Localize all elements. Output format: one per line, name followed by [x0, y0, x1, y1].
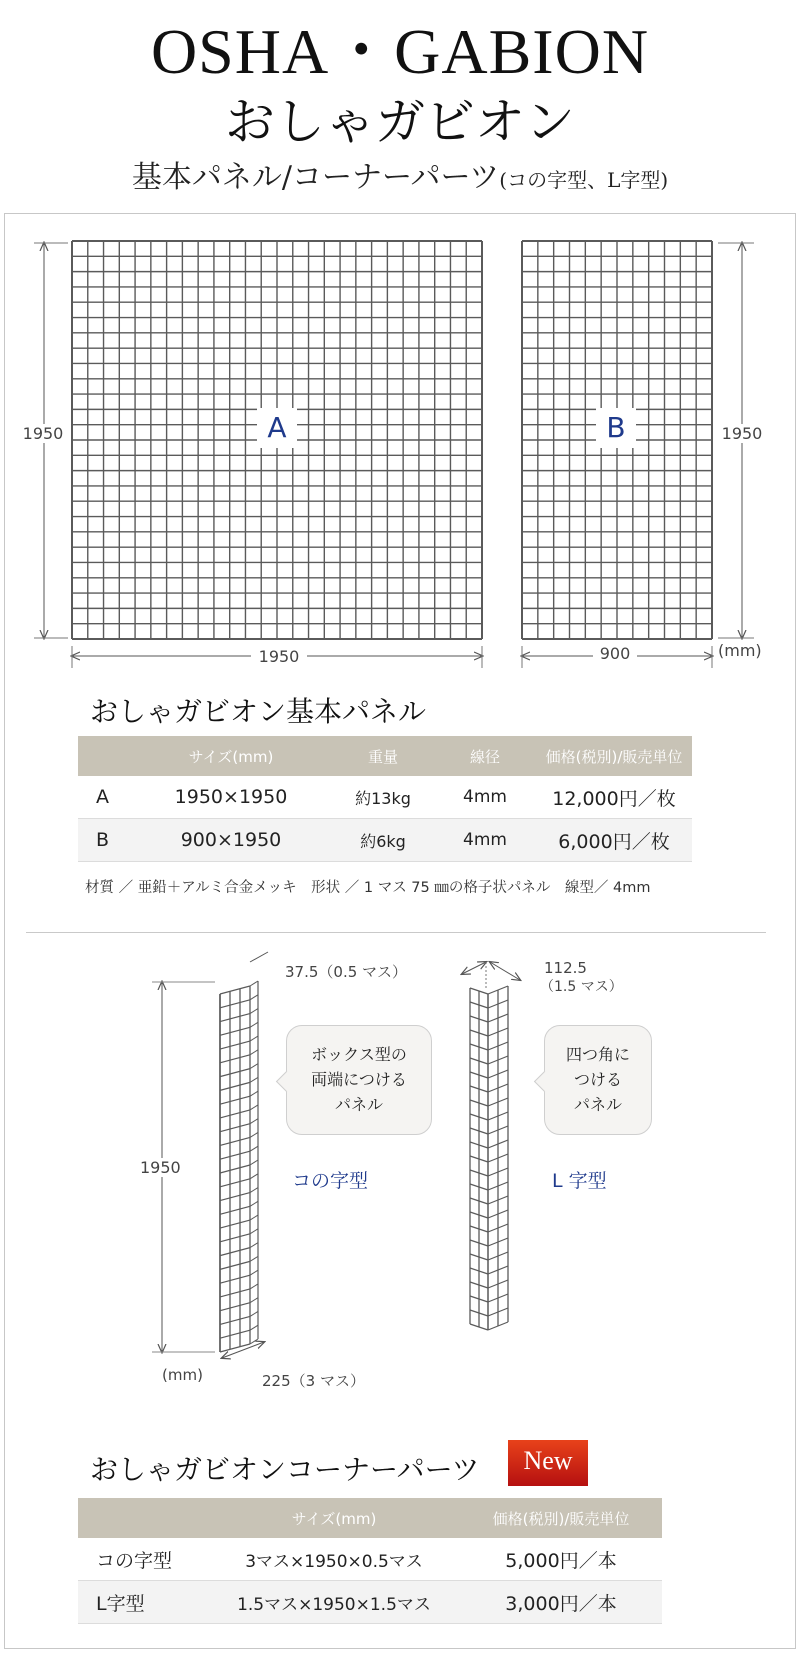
l-shape-label: L 字型: [552, 1170, 607, 1192]
basic-panel-size: 1950×1950: [130, 776, 332, 819]
corner-parts-header-blank: [78, 1498, 208, 1538]
corner-diagram: [0, 940, 800, 1390]
new-badge: New: [508, 1440, 588, 1486]
panel-a-label: A: [257, 408, 297, 448]
corner-part-price: 3,000円／本: [460, 1581, 662, 1624]
ko-depth-label: 37.5（0.5 マス）: [285, 963, 408, 981]
basic-panel-model: A: [78, 776, 130, 819]
corner-part-size: 1.5マス×1950×1.5マス: [208, 1581, 460, 1624]
basic-panel-table: [78, 736, 692, 862]
subtitle-main: 基本パネル/コーナーパーツ: [131, 160, 500, 195]
corner-part-price: 5,000円／本: [460, 1538, 662, 1581]
basic-panel-model: B: [78, 819, 130, 862]
panel-b-height-value: 1950: [716, 424, 768, 443]
table-row: [78, 1538, 662, 1581]
basic-panel-wire: 4mm: [434, 819, 536, 862]
basic-panel-header-weight: 重量: [332, 736, 434, 776]
corner-parts-header-size: サイズ(mm): [208, 1498, 460, 1538]
l-bubble-line-2: つける: [573, 1070, 622, 1089]
panel-a-height-value: 1950: [18, 424, 68, 443]
ko-shape-part: [220, 981, 258, 1352]
ko-width-label: 225（3 マス）: [262, 1372, 365, 1390]
l-bubble-line-1: 四つ角に: [565, 1045, 630, 1064]
ko-bubble-line-2: 両端につける: [311, 1070, 407, 1089]
brand-title-japanese: おしゃガビオン: [225, 93, 575, 151]
corner-part-size: 3マス×1950×0.5マス: [208, 1538, 460, 1581]
ko-shape-label: コの字型: [292, 1170, 369, 1192]
basic-panel-header-row: [78, 736, 692, 776]
panel-unit-label: (mm): [718, 641, 762, 660]
l-side-sub-label: （1.5 マス）: [540, 979, 623, 995]
basic-panel-wire: 4mm: [434, 776, 536, 819]
basic-panel-price: 6,000円／枚: [536, 819, 692, 862]
basic-panel-weight: 約13kg: [332, 776, 434, 819]
panel-a-width-value: 1950: [251, 647, 307, 666]
table-row: [78, 1581, 662, 1624]
basic-panel-header-price: 価格(税別)/販売単位: [536, 736, 692, 776]
basic-panel-size: 900×1950: [130, 819, 332, 862]
l-description-bubble: [544, 1025, 652, 1135]
panel-diagram: [0, 0, 800, 700]
corner-parts-table: [78, 1498, 662, 1624]
table-row: [78, 819, 692, 862]
brand-title: OSHA・GABION: [150, 16, 650, 87]
corner-parts-header-price: 価格(税別)/販売単位: [460, 1498, 662, 1538]
panel-b-width-value: 900: [593, 644, 637, 663]
table-row: [78, 776, 692, 819]
basic-panel-weight: 約6kg: [332, 819, 434, 862]
corner-unit-label: (mm): [162, 1366, 203, 1384]
ko-bubble-line-1: ボックス型の: [311, 1045, 407, 1064]
corner-parts-header-row: [78, 1498, 662, 1538]
corner-part-name: L字型: [78, 1581, 208, 1624]
corner-height-value: 1950: [140, 1158, 181, 1177]
basic-panel-header-wire: 線径: [434, 736, 536, 776]
corner-parts-title: おしゃガビオンコーナーパーツ: [90, 1453, 480, 1486]
panel-b-label: B: [596, 408, 636, 448]
l-shape-part: [470, 986, 508, 1330]
subtitle-paren: (コの字型、L字型): [499, 168, 669, 192]
basic-panel-price: 12,000円／枚: [536, 776, 692, 819]
basic-panel-note: 材質 ／ 亜鉛＋アルミ合金メッキ 形状 ／ 1 マス 75 ㎜の格子状パネル 線型／ 4mm: [85, 880, 651, 896]
corner-part-name: コの字型: [78, 1538, 208, 1581]
section-divider: [26, 932, 766, 933]
basic-panel-title: おしゃガビオン基本パネル: [90, 695, 427, 728]
l-bubble-line-3: パネル: [573, 1095, 622, 1114]
basic-panel-header-size: サイズ(mm): [130, 736, 332, 776]
l-side-label: 112.5: [544, 959, 587, 977]
ko-bubble-line-3: パネル: [334, 1095, 383, 1114]
ko-description-bubble: [286, 1025, 432, 1135]
basic-panel-header-blank: [78, 736, 130, 776]
